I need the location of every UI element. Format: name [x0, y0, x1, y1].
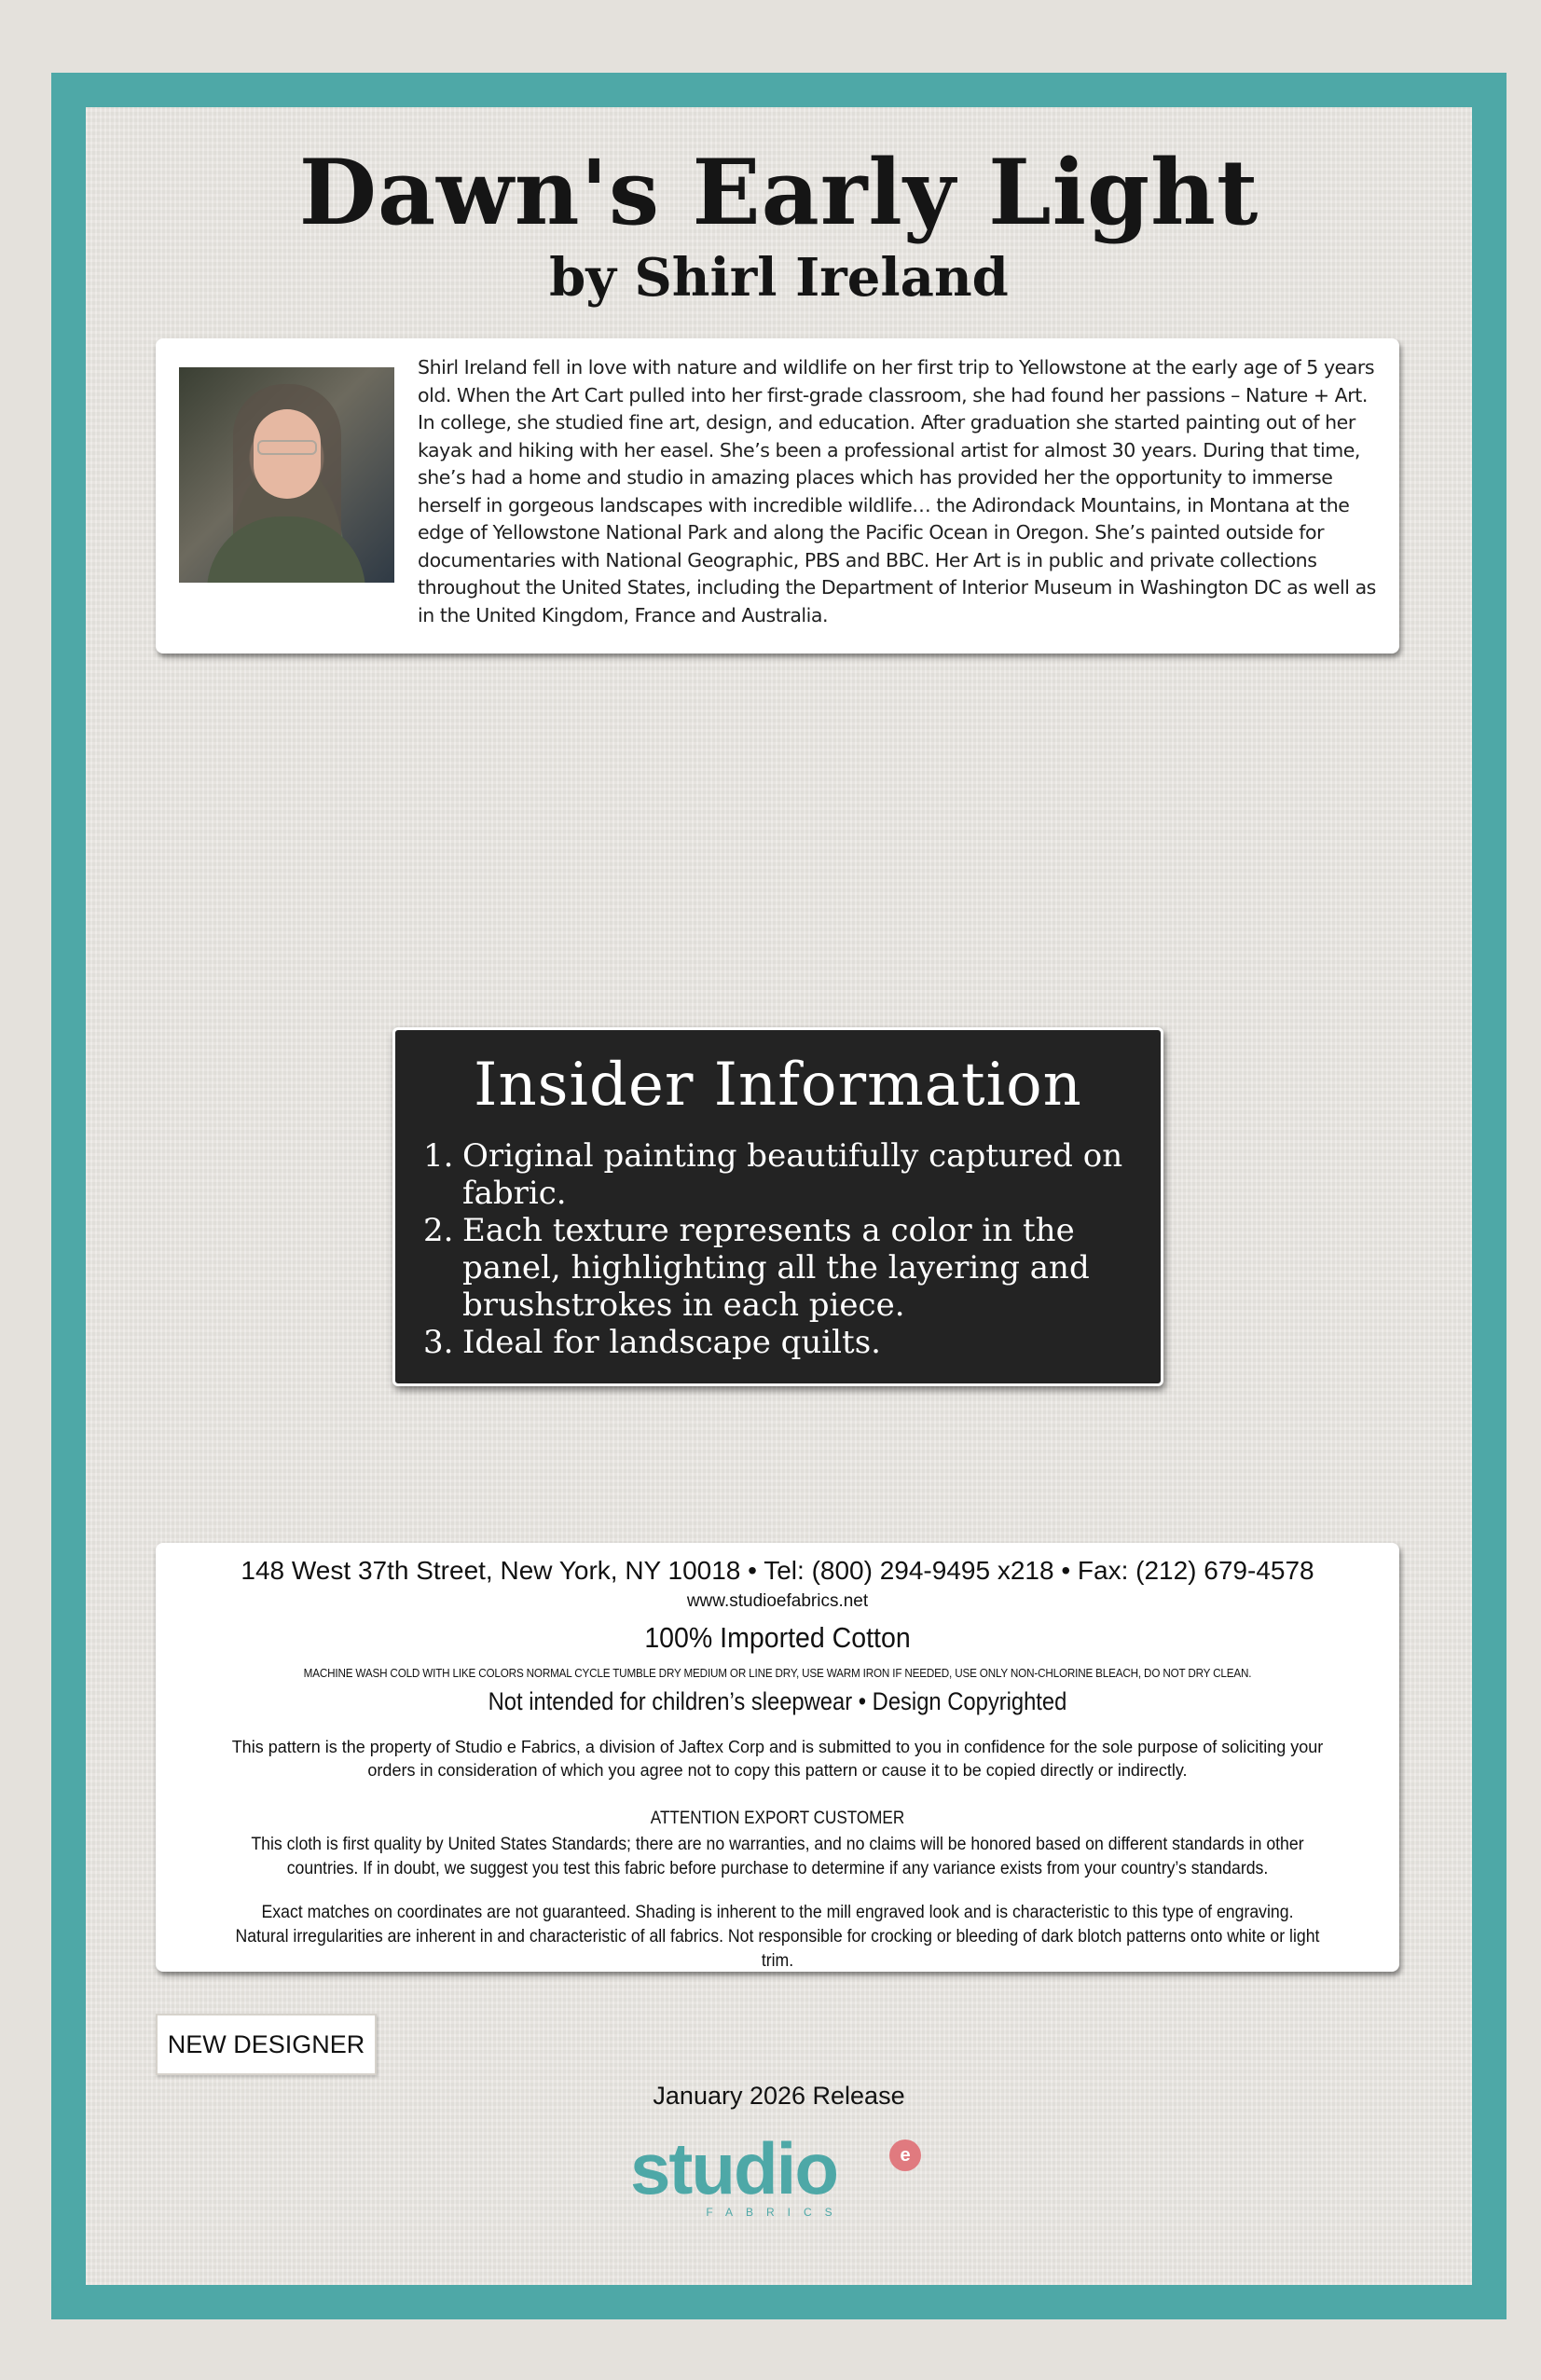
bio-text: Shirl Ireland fell in love with nature and wildlife on her first trip to Yellowstone at the early age of 5 years old. When the Art Cart pulled into her first-grade classroom, she had found her passions – Nature + Art. In college, she studied fine art, design, and education. After graduation she started painting out of her kayak and hiking with her easel. She’s been a professional artist for almost 30 years. During that time, she’s had a home and studio in amazing places which has provided her the opportunity to immerse herself in gorgeous landscapes with incredible wildlife… the Adirondack Mountains, in Montana at the edge of Yellowstone National Park and along the Pacific Ocean in Oregon. She’s painted outside for documentaries with National Geographic, PBS and BBC. Her Art is in public and private collections throughout the United States, including the Department of Interior Museum in Washington DC as well as in the United Kingdom, France and Australia. — [418, 356, 1376, 626]
bio-paragraph — [172, 354, 1383, 629]
care-instructions: MACHINE WASH COLD WITH LIKE COLORS NORMAL CYCLE TUMBLE DRY MEDIUM OR LINE DRY, USE WARM IRON IF NEEDED, USE ONLY NON-CHLORINE BLEACH, DO NOT DRY CLEAN. — [303, 1666, 1252, 1680]
logo-wordmark: studio — [630, 2130, 837, 2209]
insider-information-panel — [392, 1027, 1163, 1386]
logo-tagline: FABRICS — [706, 2206, 846, 2219]
export-heading: ATTENTION EXPORT CUSTOMER — [650, 1809, 905, 1828]
designer-bio-card — [156, 338, 1399, 653]
logo-e-mark: e — [900, 2145, 911, 2166]
insider-heading: Insider Information — [474, 1051, 1082, 1120]
release-date: January 2026 Release — [653, 2082, 905, 2110]
studio-e-logo — [626, 2130, 925, 2223]
sleepwear-notice: Not intended for children’s sleepwear • Design Copyrighted — [488, 1687, 1067, 1715]
insider-list — [423, 1137, 1150, 1361]
page-title: Dawn's Early Light — [298, 140, 1259, 245]
fabric-content: 100% Imported Cotton — [644, 1621, 911, 1654]
list-item: 1. Original painting beautifully captured on fabric. — [423, 1137, 1123, 1212]
matches-notice: Exact matches on coordinates are not guaranteed. Shading is inherent to the mill engraved look and is characteristic to this type of engraving. Natural irregularities are inherent in and characteristic of all fabrics. Not responsible for crocking or bleeding of dark blotch patterns onto white or light trim. — [235, 1903, 1320, 1971]
designer-byline: by Shirl Ireland — [549, 247, 1009, 309]
new-designer-badge: NEW DESIGNER — [156, 2014, 377, 2075]
export-notice: This cloth is first quality by United States Standards; there are no warranties, and no claims will be honored based on different standards in other countries. If in doubt, we suggest you test this fabric before purchase to determine if any variance exists from your country’s standards. — [251, 1835, 1304, 1878]
company-info-card — [156, 1543, 1399, 1972]
website-link[interactable]: www.studioefabrics.net — [686, 1591, 869, 1611]
list-item: 2. Each texture represents a color in the panel, highlighting all the layering and brushstrokes in each piece. — [423, 1212, 1090, 1324]
property-notice: This pattern is the property of Studio e Fabrics, a division of Jaftex Corp and is submitted to you in confidence for the sole purpose of soliciting your orders in consideration of which you agree not to copy this pattern or cause it to be copied directly or indirectly. — [231, 1738, 1324, 1780]
list-item: 3. Ideal for landscape quilts. — [423, 1324, 881, 1361]
company-address: 148 West 37th Street, New York, NY 10018 • Tel: (800) 294-9495 x218 • Fax: (212) 679-4578 — [241, 1556, 1314, 1585]
